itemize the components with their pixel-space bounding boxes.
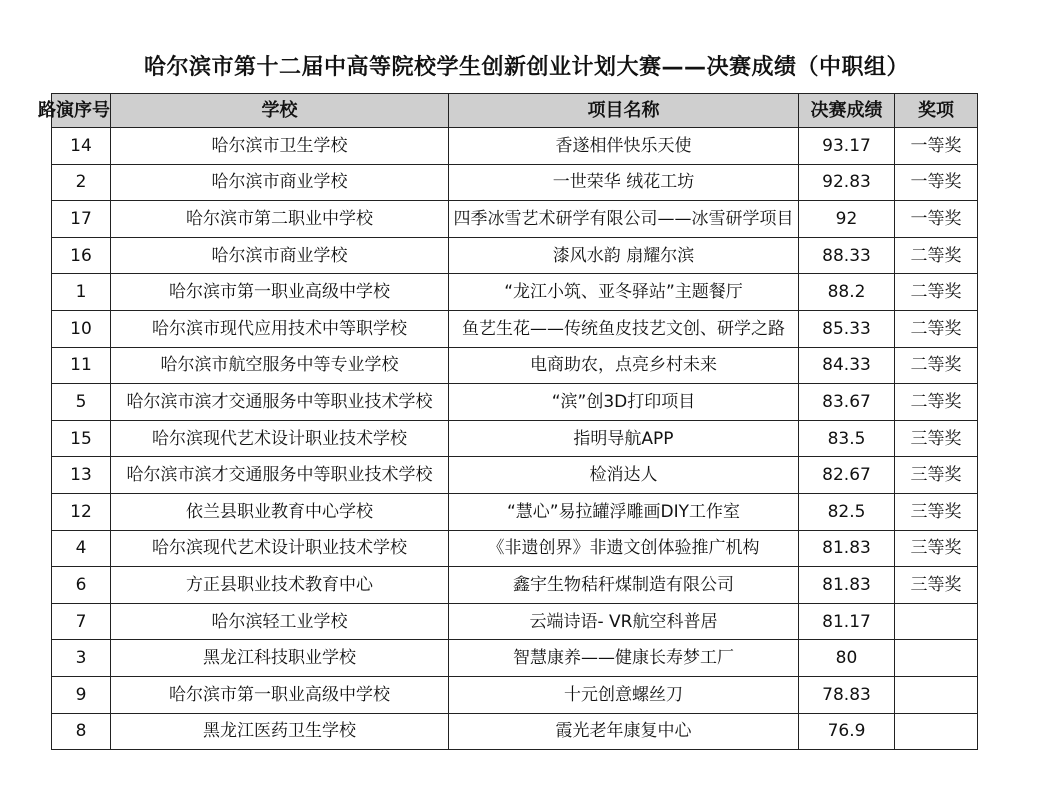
table-row	[52, 384, 978, 421]
cell-award: 三等奖	[895, 530, 978, 567]
cell-project: 一世荣华 绒花工坊	[449, 164, 799, 201]
cell-school: 哈尔滨市第二职业中学校	[111, 201, 449, 238]
header-project: 项目名称	[449, 94, 799, 128]
cell-award: 二等奖	[895, 274, 978, 311]
cell-award: 二等奖	[895, 237, 978, 274]
page-title: 哈尔滨市第十二届中高等院校学生创新创业计划大赛——决赛成绩（中职组）	[143, 55, 909, 80]
cell-project: “慧心”易拉罐浮雕画DIY工作室	[449, 493, 799, 530]
cell-seq: 11	[52, 347, 111, 384]
header-school: 学校	[111, 94, 449, 128]
cell-award: 三等奖	[895, 493, 978, 530]
cell-score: 85.33	[799, 310, 895, 347]
cell-project: 漆风水韵 扇耀尔滨	[449, 237, 799, 274]
table-row	[52, 310, 978, 347]
cell-seq: 3	[52, 640, 111, 677]
header-seq: 路演序号	[52, 94, 111, 128]
cell-project: 智慧康养——健康长寿梦工厂	[449, 640, 799, 677]
cell-seq: 17	[52, 201, 111, 238]
cell-award	[895, 603, 978, 640]
cell-award: 二等奖	[895, 384, 978, 421]
cell-school: 哈尔滨现代艺术设计职业技术学校	[111, 530, 449, 567]
cell-school: 哈尔滨市现代应用技术中等职学校	[111, 310, 449, 347]
cell-school: 哈尔滨市商业学校	[111, 237, 449, 274]
cell-school: 哈尔滨市卫生学校	[111, 128, 449, 165]
cell-award: 一等奖	[895, 128, 978, 165]
table-row	[52, 603, 978, 640]
cell-seq: 7	[52, 603, 111, 640]
table-row	[52, 128, 978, 165]
cell-project: “滨”创3D打印项目	[449, 384, 799, 421]
cell-seq: 9	[52, 676, 111, 713]
cell-school: 方正县职业技术教育中心	[111, 567, 449, 604]
cell-school: 黑龙江医药卫生学校	[111, 713, 449, 750]
table-row	[52, 640, 978, 677]
table-row	[52, 713, 978, 750]
cell-score: 78.83	[799, 676, 895, 713]
cell-project: 霞光老年康复中心	[449, 713, 799, 750]
cell-seq: 1	[52, 274, 111, 311]
cell-seq: 10	[52, 310, 111, 347]
header-row	[52, 94, 978, 128]
cell-seq: 16	[52, 237, 111, 274]
cell-project: 四季冰雪艺术研学有限公司——冰雪研学项目	[449, 201, 799, 238]
header-award: 奖项	[895, 94, 978, 128]
cell-school: 哈尔滨市第一职业高级中学校	[111, 274, 449, 311]
cell-award: 一等奖	[895, 164, 978, 201]
cell-project: 指明导航APP	[449, 420, 799, 457]
cell-award: 二等奖	[895, 310, 978, 347]
cell-school: 哈尔滨市滨才交通服务中等职业技术学校	[111, 384, 449, 421]
cell-score: 92	[799, 201, 895, 238]
cell-score: 82.67	[799, 457, 895, 494]
cell-score: 84.33	[799, 347, 895, 384]
cell-score: 83.67	[799, 384, 895, 421]
cell-score: 81.17	[799, 603, 895, 640]
cell-score: 76.9	[799, 713, 895, 750]
cell-award: 三等奖	[895, 567, 978, 604]
table-row	[52, 420, 978, 457]
table-row	[52, 201, 978, 238]
table-row	[52, 347, 978, 384]
cell-project: 鑫宇生物秸秆煤制造有限公司	[449, 567, 799, 604]
cell-seq: 13	[52, 457, 111, 494]
table-row	[52, 530, 978, 567]
cell-project: 检消达人	[449, 457, 799, 494]
cell-score: 88.33	[799, 237, 895, 274]
cell-seq: 4	[52, 530, 111, 567]
cell-school: 哈尔滨轻工业学校	[111, 603, 449, 640]
cell-score: 83.5	[799, 420, 895, 457]
cell-award: 三等奖	[895, 457, 978, 494]
cell-award	[895, 713, 978, 750]
cell-score: 80	[799, 640, 895, 677]
cell-project: 十元创意螺丝刀	[449, 676, 799, 713]
cell-award: 三等奖	[895, 420, 978, 457]
cell-school: 哈尔滨市第一职业高级中学校	[111, 676, 449, 713]
table-row	[52, 676, 978, 713]
cell-project: 《非遗创界》非遗文创体验推广机构	[449, 530, 799, 567]
table-row	[52, 274, 978, 311]
cell-score: 81.83	[799, 567, 895, 604]
cell-award	[895, 676, 978, 713]
cell-seq: 5	[52, 384, 111, 421]
cell-seq: 12	[52, 493, 111, 530]
header-score: 决赛成绩	[799, 94, 895, 128]
cell-project: “龙江小筑、亚冬驿站”主题餐厅	[449, 274, 799, 311]
cell-award: 二等奖	[895, 347, 978, 384]
results-table	[38, 93, 978, 750]
cell-school: 黑龙江科技职业学校	[111, 640, 449, 677]
cell-seq: 15	[52, 420, 111, 457]
cell-project: 香遂相伴快乐天使	[449, 128, 799, 165]
cell-school: 哈尔滨现代艺术设计职业技术学校	[111, 420, 449, 457]
cell-seq: 8	[52, 713, 111, 750]
table-row	[52, 164, 978, 201]
cell-school: 哈尔滨市商业学校	[111, 164, 449, 201]
cell-school: 依兰县职业教育中心学校	[111, 493, 449, 530]
cell-school: 哈尔滨市航空服务中等专业学校	[111, 347, 449, 384]
cell-score: 93.17	[799, 128, 895, 165]
table-body	[52, 128, 978, 750]
cell-score: 82.5	[799, 493, 895, 530]
cell-school: 哈尔滨市滨才交通服务中等职业技术学校	[111, 457, 449, 494]
table-row	[52, 457, 978, 494]
cell-seq: 14	[52, 128, 111, 165]
cell-award	[895, 640, 978, 677]
cell-award: 一等奖	[895, 201, 978, 238]
cell-seq: 6	[52, 567, 111, 604]
cell-project: 鱼艺生花——传统鱼皮技艺文创、研学之路	[449, 310, 799, 347]
cell-seq: 2	[52, 164, 111, 201]
table-row	[52, 237, 978, 274]
cell-project: 云端诗语- VR航空科普居	[449, 603, 799, 640]
cell-score: 81.83	[799, 530, 895, 567]
table-row	[52, 493, 978, 530]
cell-score: 92.83	[799, 164, 895, 201]
cell-project: 电商助农，点亮乡村未来	[449, 347, 799, 384]
table-row	[52, 567, 978, 604]
cell-score: 88.2	[799, 274, 895, 311]
